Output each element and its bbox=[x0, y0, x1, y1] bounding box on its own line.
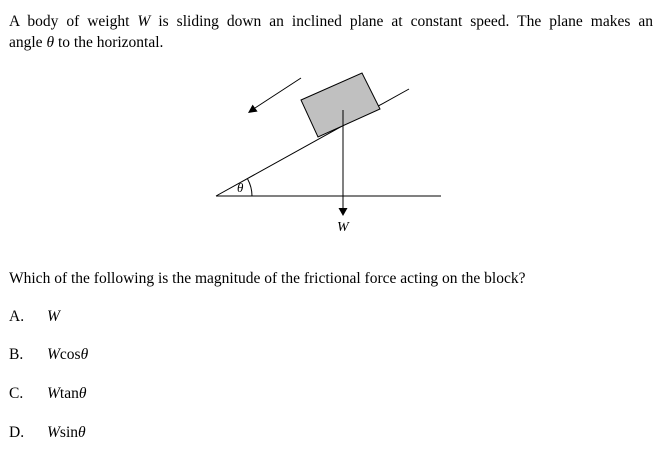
stem-text: A body of weight bbox=[9, 13, 138, 30]
angle-label: θ bbox=[237, 180, 244, 195]
option-letter: C. bbox=[9, 385, 24, 402]
motion-arrowhead-icon bbox=[248, 105, 258, 113]
answer-option-d[interactable] bbox=[9, 422, 86, 443]
option-argument: θ bbox=[80, 346, 89, 363]
option-letter: A. bbox=[9, 308, 25, 325]
answer-option-c[interactable] bbox=[9, 383, 86, 404]
angle-arc bbox=[248, 179, 252, 196]
option-argument: θ bbox=[78, 424, 86, 441]
answer-option-a[interactable] bbox=[9, 306, 60, 327]
option-letter: B. bbox=[9, 346, 24, 363]
option-function: tan bbox=[59, 385, 79, 402]
option-variable: W bbox=[47, 385, 60, 402]
option-function: sin bbox=[59, 424, 79, 441]
option-variable: W bbox=[47, 308, 60, 325]
motion-arrow-line bbox=[255, 78, 301, 108]
option-variable: W bbox=[47, 424, 60, 441]
option-letter: D. bbox=[9, 424, 25, 441]
option-argument: θ bbox=[78, 385, 87, 402]
stem-text: angle bbox=[9, 34, 47, 51]
weight-symbol: W bbox=[137, 13, 151, 30]
option-function: cos bbox=[59, 346, 81, 363]
stem-text: is sliding down an inclined plane at constant speed. The plane makes an bbox=[150, 13, 653, 30]
stem-text: to the horizontal. bbox=[54, 34, 164, 51]
angle-symbol: θ bbox=[46, 34, 55, 51]
answer-option-b[interactable] bbox=[9, 344, 88, 365]
weight-label: W bbox=[337, 220, 349, 235]
option-variable: W bbox=[47, 346, 60, 363]
question-prompt: Which of the following is the magnitude of the frictional force acting on the block? bbox=[9, 270, 526, 287]
weight-arrowhead-icon bbox=[339, 208, 348, 216]
